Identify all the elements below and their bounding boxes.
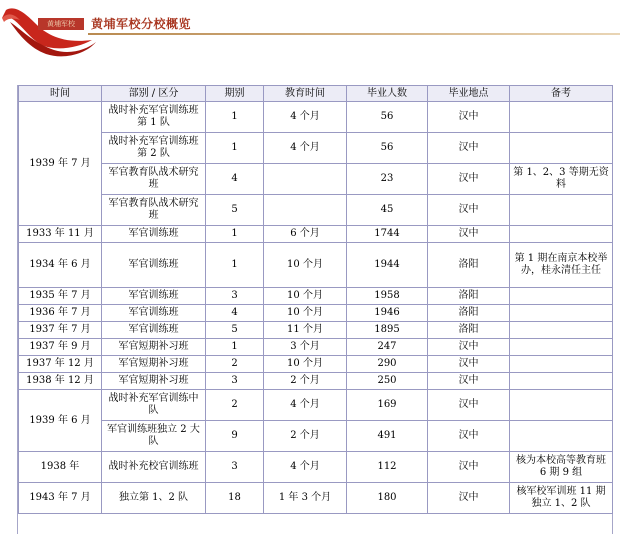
branch-school-table [18,85,613,514]
cell-notes: 核军校军训班 11 期独立 1、2 队 [510,483,613,514]
cell-location: 汉中 [428,356,510,373]
cell-term: 1 [206,102,264,133]
cell-graduates: 1946 [347,305,428,322]
cell-location: 汉中 [428,102,510,133]
cell-location: 汉中 [428,133,510,164]
cell-graduates: 1744 [347,226,428,243]
cell-duration: 2 个月 [264,421,347,452]
cell-unit: 战时补充校官训练班 [102,452,206,483]
header-time: 时间 [19,86,102,102]
table-row [19,483,613,514]
cell-graduates: 56 [347,102,428,133]
table-row [19,356,613,373]
table-row [19,243,613,288]
table-row [19,339,613,356]
cell-notes [510,288,613,305]
cell-graduates: 250 [347,373,428,390]
cell-unit: 军官训练班 [102,226,206,243]
cell-term: 9 [206,421,264,452]
cell-unit: 军官训练班 [102,322,206,339]
cell-duration: 3 个月 [264,339,347,356]
cell-graduates: 45 [347,195,428,226]
cell-time: 1936 年 7 月 [19,305,102,322]
cell-unit: 军官教育队战术研究班 [102,164,206,195]
cell-duration: 10 个月 [264,288,347,305]
cell-notes [510,102,613,133]
header-unit: 部别 / 区分 [102,86,206,102]
cell-term: 3 [206,373,264,390]
cell-unit: 军官训练班 [102,243,206,288]
cell-unit: 军官训练班 [102,288,206,305]
section-banner [0,0,625,60]
cell-term: 4 [206,305,264,322]
header-location: 毕业地点 [428,86,510,102]
cell-notes [510,339,613,356]
cell-unit: 战时补充军官训练班第 2 队 [102,133,206,164]
cell-term: 18 [206,483,264,514]
table-row [19,305,613,322]
cell-graduates: 23 [347,164,428,195]
cell-unit: 军官短期补习班 [102,373,206,390]
cell-duration: 4 个月 [264,390,347,421]
cell-time: 1933 年 11 月 [19,226,102,243]
header-term: 期别 [206,86,264,102]
table-row [19,390,613,421]
cell-term: 2 [206,390,264,421]
cell-graduates: 1895 [347,322,428,339]
cell-term: 4 [206,164,264,195]
cell-duration: 10 个月 [264,243,347,288]
cell-time: 1939 年 6 月 [19,390,102,452]
cell-location: 汉中 [428,421,510,452]
cell-location: 汉中 [428,390,510,421]
cell-unit: 军官训练班独立 2 大队 [102,421,206,452]
cell-location: 汉中 [428,195,510,226]
cell-duration: 10 个月 [264,356,347,373]
cell-graduates: 169 [347,390,428,421]
cell-graduates: 180 [347,483,428,514]
banner-title: 黄埔军校分校概览 [91,17,192,31]
banner-tag: 黄埔军校 [38,18,84,30]
table-row [19,164,613,195]
cell-graduates: 112 [347,452,428,483]
cell-notes [510,133,613,164]
cell-term: 1 [206,339,264,356]
cell-unit: 军官训练班 [102,305,206,322]
cell-duration: 4 个月 [264,102,347,133]
cell-term: 1 [206,133,264,164]
cell-term: 2 [206,356,264,373]
cell-time: 1935 年 7 月 [19,288,102,305]
table-header-row [19,86,613,102]
cell-notes: 核为本校高等教育班 6 期 9 组 [510,452,613,483]
table-row [19,322,613,339]
cell-notes [510,356,613,373]
cell-duration [264,164,347,195]
cell-term: 3 [206,288,264,305]
cell-graduates: 491 [347,421,428,452]
cell-notes [510,373,613,390]
cell-graduates: 1958 [347,288,428,305]
cell-time: 1943 年 7 月 [19,483,102,514]
cell-term: 1 [206,243,264,288]
cell-time: 1934 年 6 月 [19,243,102,288]
cell-location: 汉中 [428,339,510,356]
cell-location: 洛阳 [428,288,510,305]
cell-location: 汉中 [428,483,510,514]
cell-duration: 4 个月 [264,133,347,164]
table-frame [17,85,613,534]
cell-notes [510,421,613,452]
cell-location: 汉中 [428,373,510,390]
cell-notes [510,226,613,243]
table-row [19,133,613,164]
table-row [19,421,613,452]
cell-term: 5 [206,195,264,226]
header-notes: 备考 [510,86,613,102]
header-graduates: 毕业人数 [347,86,428,102]
cell-time: 1937 年 9 月 [19,339,102,356]
cell-location: 汉中 [428,226,510,243]
cell-unit: 战时补充军官训练中队 [102,390,206,421]
cell-notes [510,195,613,226]
cell-graduates: 1944 [347,243,428,288]
table-row [19,452,613,483]
cell-duration: 1 年 3 个月 [264,483,347,514]
cell-location: 汉中 [428,164,510,195]
cell-location: 洛阳 [428,322,510,339]
cell-term: 1 [206,226,264,243]
header-duration: 教育时间 [264,86,347,102]
cell-unit: 独立第 1、2 队 [102,483,206,514]
cell-graduates: 290 [347,356,428,373]
table-row [19,373,613,390]
cell-notes [510,390,613,421]
cell-time: 1938 年 [19,452,102,483]
cell-graduates: 56 [347,133,428,164]
cell-notes [510,305,613,322]
cell-duration: 4 个月 [264,452,347,483]
cell-duration [264,195,347,226]
cell-notes [510,322,613,339]
cell-duration: 11 个月 [264,322,347,339]
cell-duration: 6 个月 [264,226,347,243]
cell-location: 洛阳 [428,243,510,288]
cell-unit: 军官短期补习班 [102,356,206,373]
cell-duration: 2 个月 [264,373,347,390]
table-row [19,195,613,226]
table-row [19,288,613,305]
cell-term: 5 [206,322,264,339]
banner-divider [88,33,620,35]
cell-term: 3 [206,452,264,483]
cell-unit: 军官教育队战术研究班 [102,195,206,226]
table-row [19,226,613,243]
cell-location: 洛阳 [428,305,510,322]
cell-time: 1938 年 12 月 [19,373,102,390]
table-row [19,102,613,133]
cell-graduates: 247 [347,339,428,356]
cell-time: 1939 年 7 月 [19,102,102,226]
cell-notes: 第 1 期在南京本校举办，桂永清任主任 [510,243,613,288]
cell-unit: 军官短期补习班 [102,339,206,356]
cell-unit: 战时补充军官训练班第 1 队 [102,102,206,133]
cell-notes: 第 1、2、3 等期无资料 [510,164,613,195]
cell-time: 1937 年 12 月 [19,356,102,373]
cell-duration: 10 个月 [264,305,347,322]
cell-location: 汉中 [428,452,510,483]
cell-time: 1937 年 7 月 [19,322,102,339]
